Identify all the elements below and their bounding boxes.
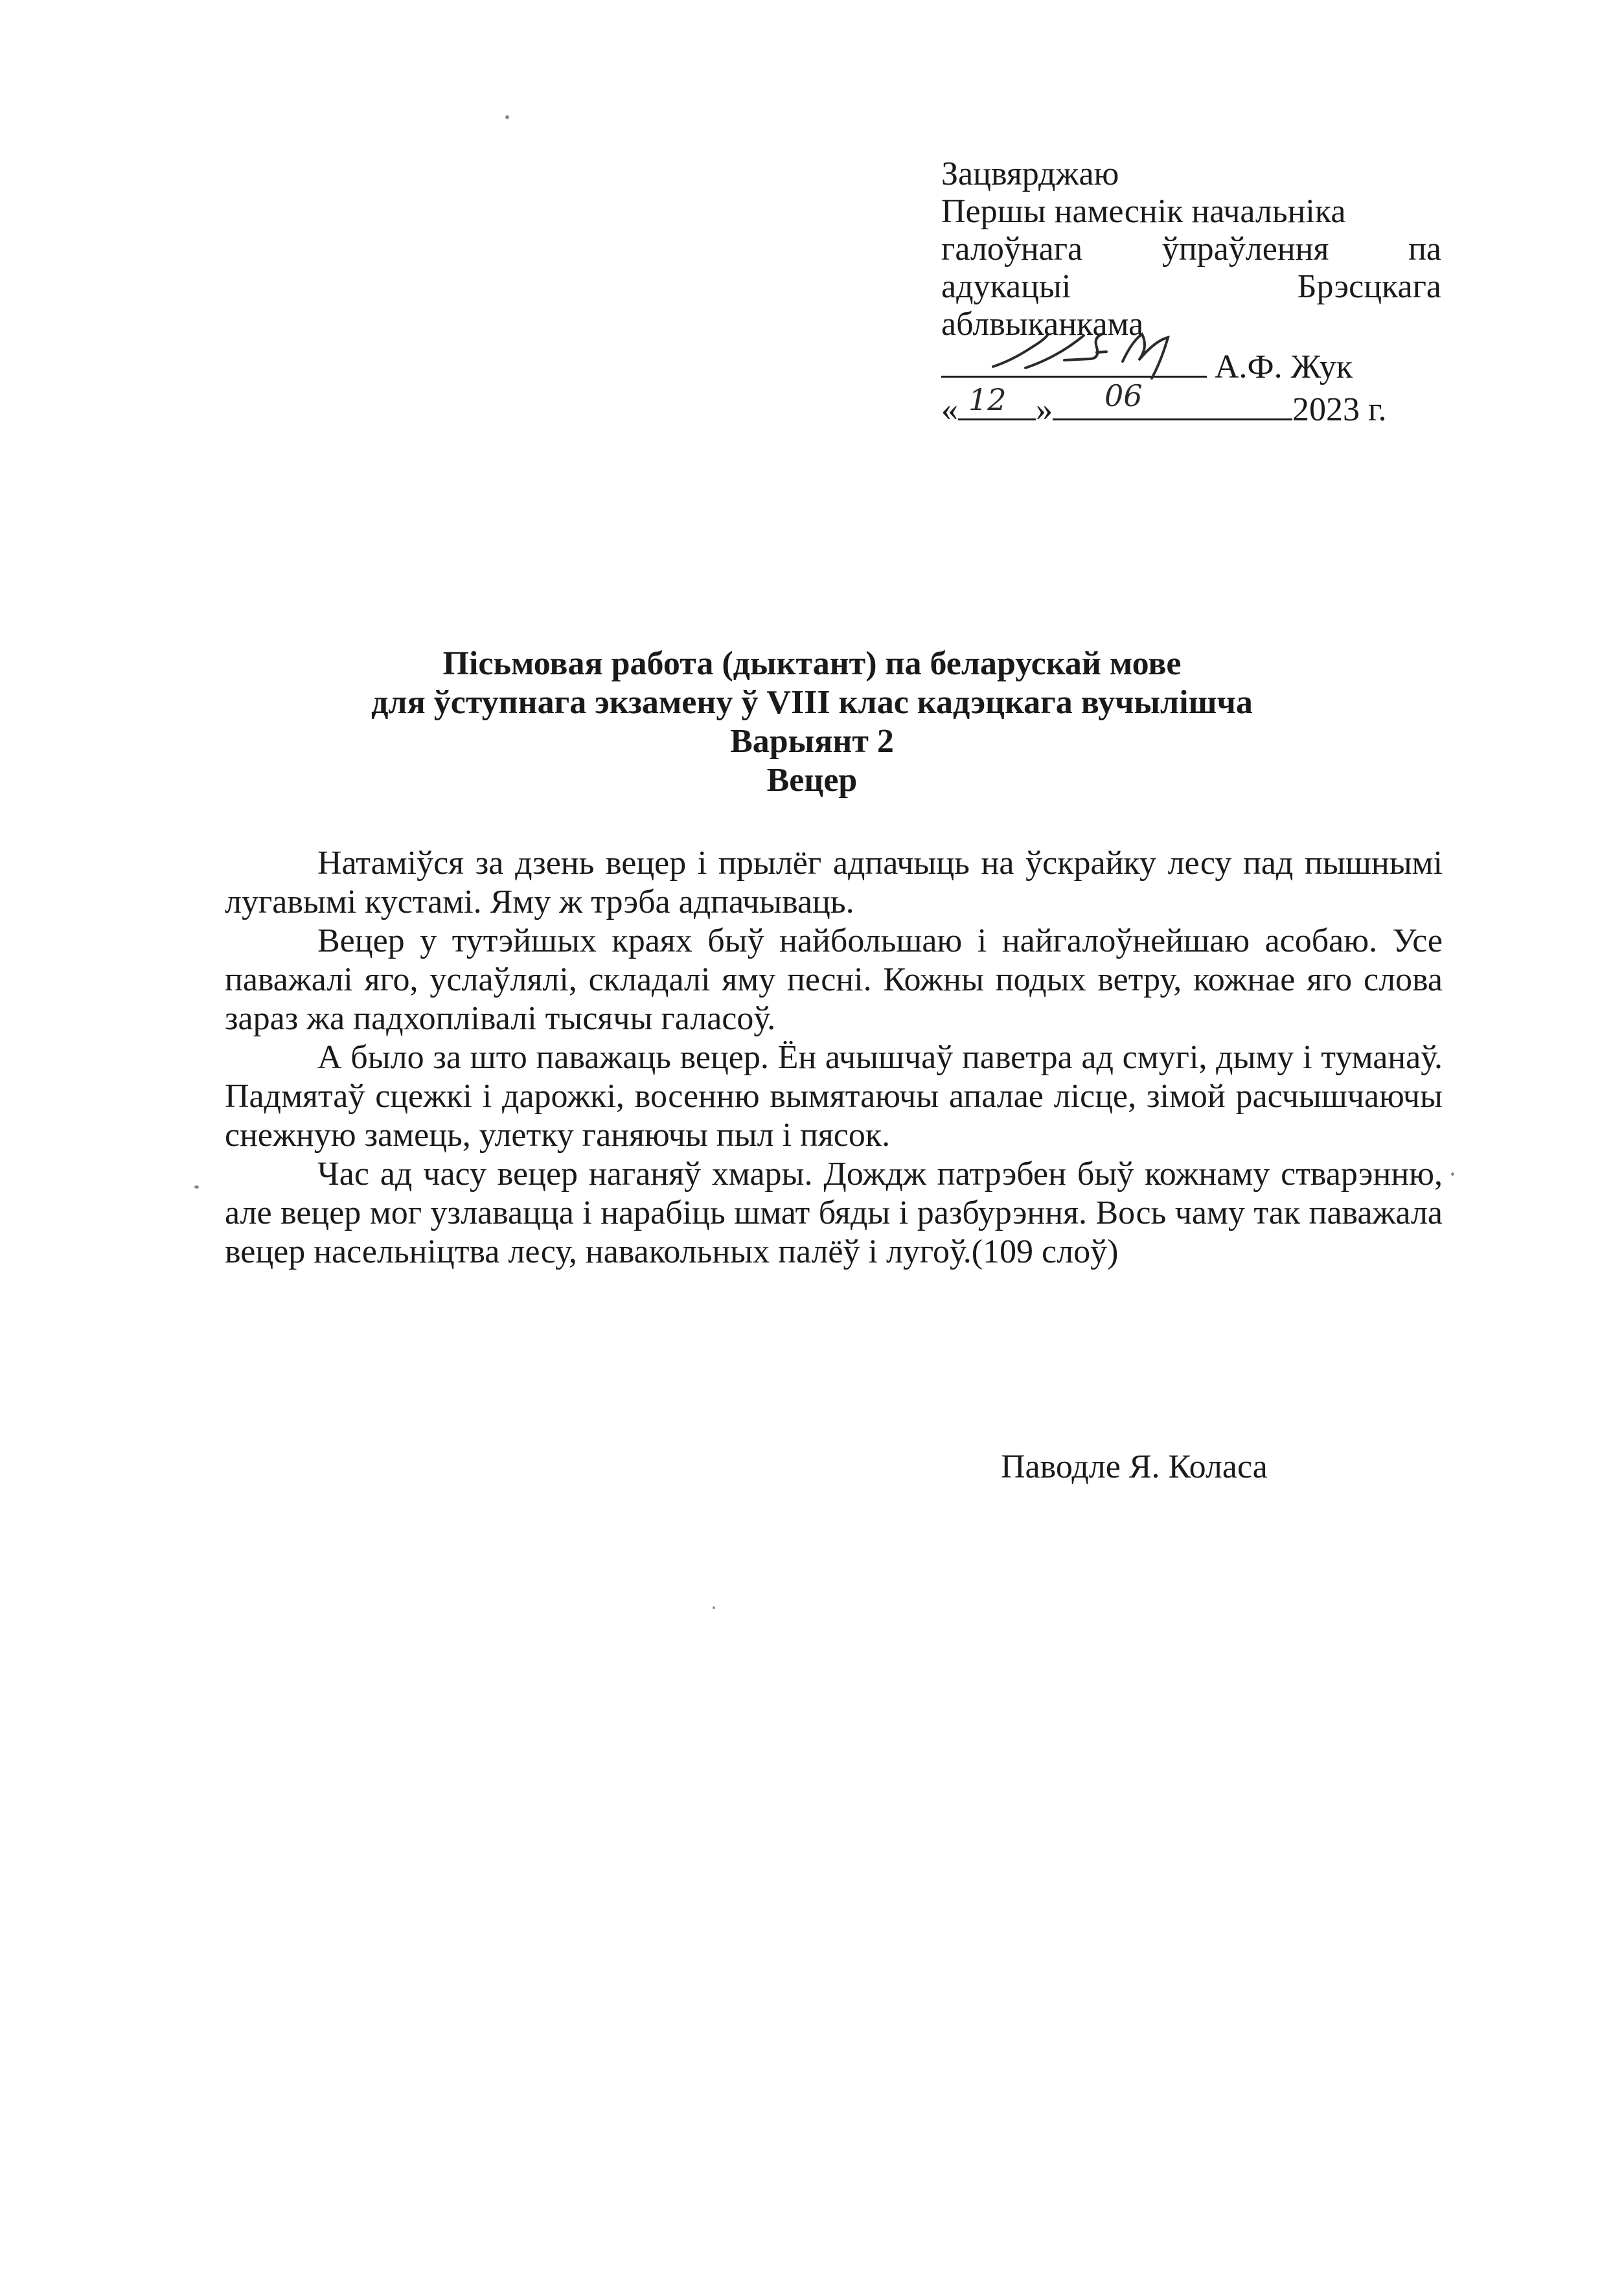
paragraph: Час ад часу вецер наганяў хмары. Дождж патрэбен быў кожнаму стварэнню, але вецер мог узлавацца і нарабіць шмат бяды і разбурэння. Вось чаму так паважала вецер насельніцтва лесу, навакольных палёў і лугоў.(109 слоў)	[225, 1156, 1443, 1270]
paragraph: А было за што паважаць вецер. Ён ачышчаў паветра ад смугі, дыму і туманаў. Падмятаў сцежкі і дарожкі, восенню вымятаючы апалае лісце, зімой расчышчаючы снежную замець, улетку ганяючы пыл і пясок.	[225, 1039, 1443, 1154]
approval-organization: аблвыканкама	[941, 306, 1144, 343]
author-attribution: Паводле Я. Коласа	[1001, 1448, 1268, 1485]
date-day-handwritten: 12	[968, 382, 1007, 417]
signature-line	[941, 343, 1441, 386]
document-title: Пісьмовая работа (дыктант) па беларускай мове	[442, 645, 1182, 682]
handwritten-signature	[987, 321, 1207, 380]
scan-speck	[1451, 1172, 1454, 1176]
approval-position-line-2: галоўнага ўпраўлення па	[941, 231, 1441, 268]
date-month-blank	[1053, 378, 1292, 420]
approval-position: Першы намеснік начальніка	[941, 193, 1346, 230]
approval-block	[941, 155, 1441, 429]
text-heading: Вецер	[766, 762, 858, 799]
signature-blank	[941, 343, 1207, 378]
approval-heading: Зацвярджаю	[941, 155, 1119, 192]
scan-speck	[505, 115, 509, 119]
document-subtitle: для ўступнага экзамену ў VIII клас кадэцкага вучылішча	[371, 684, 1253, 721]
dictation-text	[225, 844, 1443, 1272]
date-day-blank	[958, 382, 1036, 420]
paragraph: Вецер у тутэйшых краях быў найбольшаю і найгалоўнейшаю асобаю. Усе паважалі яго, услаўлялі, складалі яму песні. Кожны подых ветру, кожнае яго слова зараз жа падхоплівалі тысячы галасоў.	[225, 922, 1443, 1037]
date-open-quote: «	[941, 391, 958, 428]
date-month-handwritten: 06	[1104, 378, 1143, 413]
signer-name: А.Ф. Жук	[1215, 348, 1353, 385]
date-line	[941, 378, 1441, 429]
approval-position-line-3: адукацыі Брэсцкага	[941, 268, 1441, 305]
date-close-quote: »	[1036, 391, 1053, 428]
date-year: 2023 г.	[1292, 391, 1387, 428]
variant-label: Варыянт 2	[730, 723, 894, 760]
scan-speck	[713, 1606, 715, 1609]
scan-speck	[194, 1185, 199, 1189]
document-title-block	[0, 645, 1624, 800]
paragraph: Натаміўся за дзень вецер і прылёг адпачыць на ўскрайку лесу пад пышнымі лугавымі кустамі. Яму ж трэба адпачываць.	[225, 845, 1443, 920]
